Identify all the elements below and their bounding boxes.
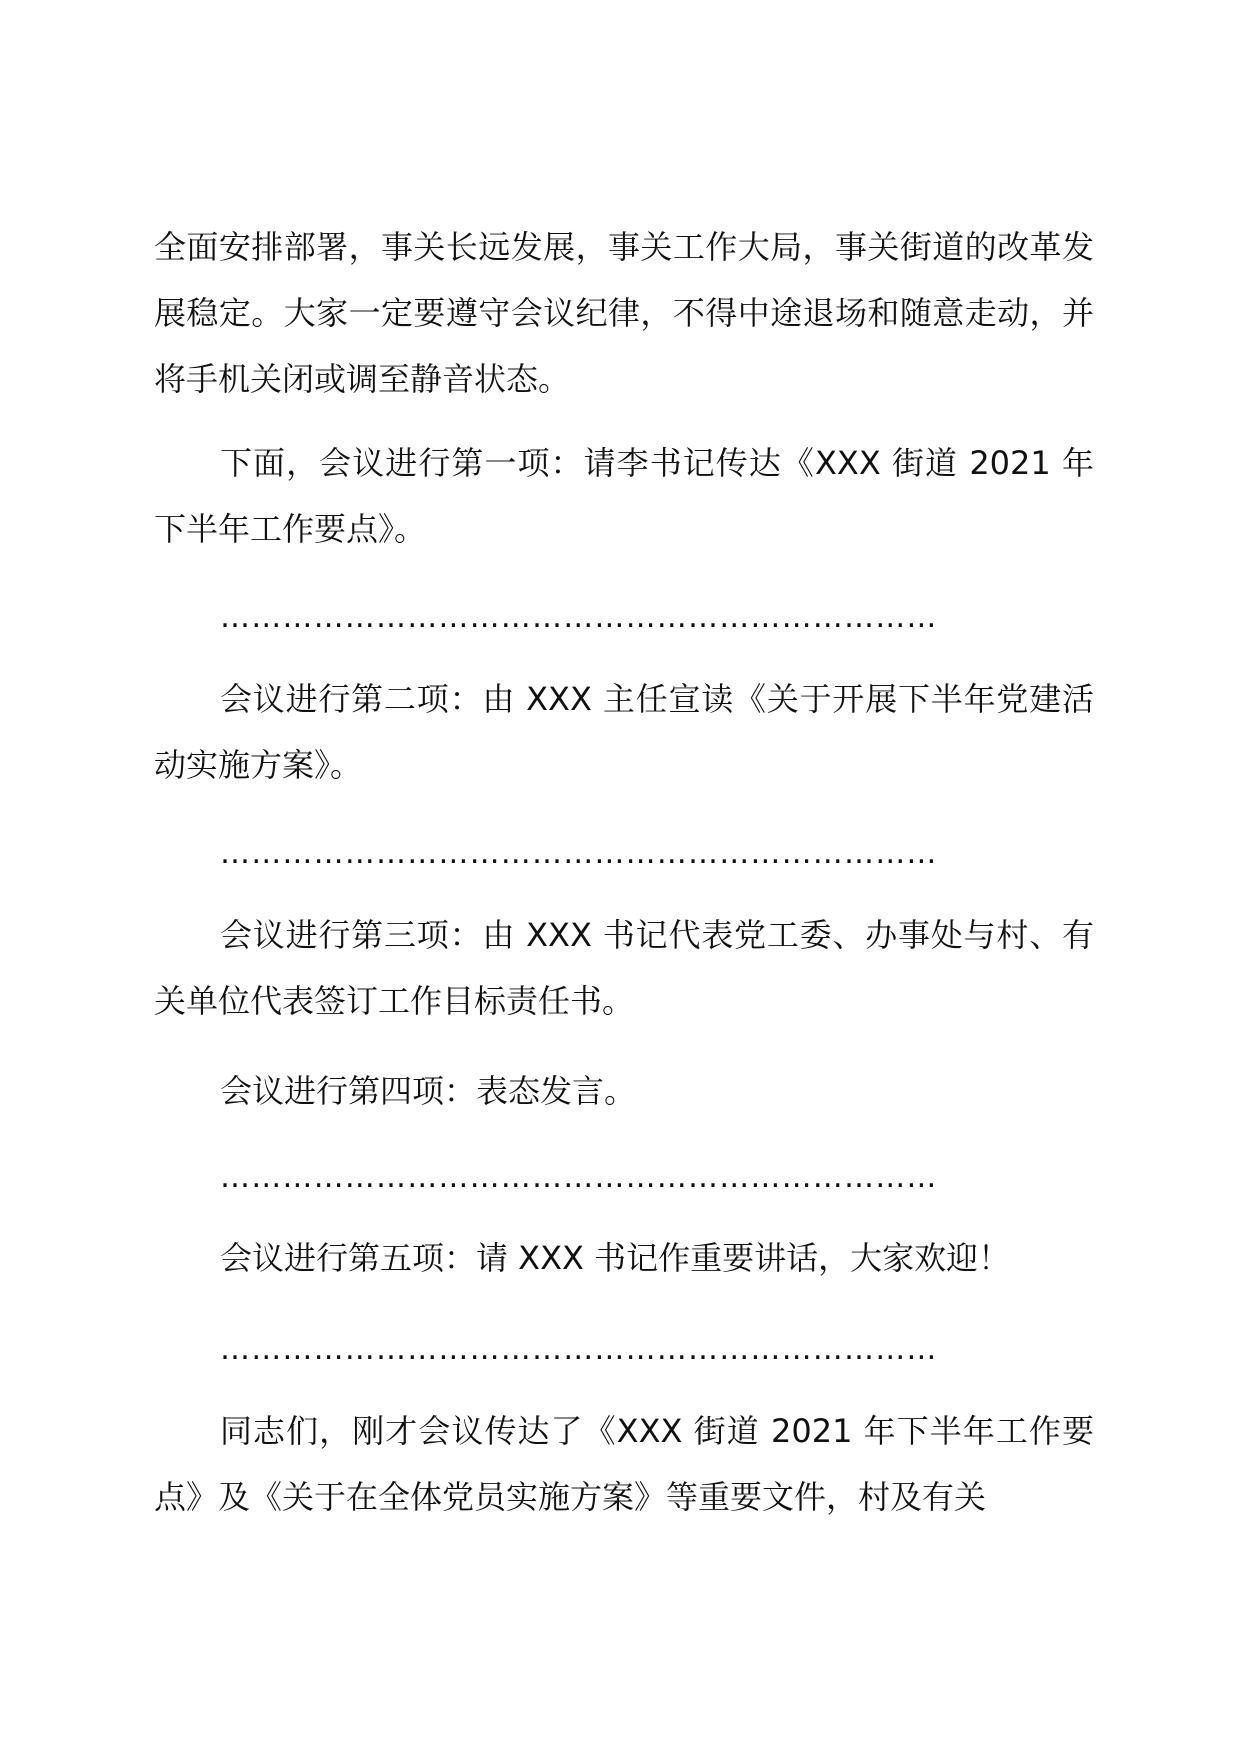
paragraph-item-five: 会议进行第五项：请 XXX 书记作重要讲话，大家欢迎！	[220, 1239, 1011, 1277]
paragraph-closing-remarks: 同志们，刚才会议传达了《XXX 街道 2021 年下半年工作要点》及《关于在全体党员实施方案》等重要文件，村及有关	[154, 1412, 1094, 1516]
ellipsis-separator: ……………………………………………………………	[220, 836, 938, 871]
ellipsis-separator: ……………………………………………………………	[220, 600, 938, 635]
ellipsis-separator: ……………………………………………………………	[220, 1160, 938, 1195]
paragraph-item-two: 会议进行第二项：由 XXX 主任宣读《关于开展下半年党建活动实施方案》。	[154, 680, 1094, 784]
paragraph-item-four: 会议进行第四项：表态发言。	[220, 1072, 637, 1110]
paragraph-item-three: 会议进行第三项：由 XXX 书记代表党工委、办事处与村、有关单位代表签订工作目标责任书。	[154, 916, 1094, 1020]
paragraph-meeting-discipline: 全面安排部署，事关长远发展，事关工作大局，事关街道的改革发展稳定。大家一定要遵守会议纪律，不得中途退场和随意走动，并将手机关闭或调至静音状态。	[154, 228, 1094, 398]
paragraph-item-one: 下面，会议进行第一项：请李书记传达《XXX 街道 2021 年下半年工作要点》。	[154, 444, 1094, 548]
ellipsis-separator: ……………………………………………………………	[220, 1332, 938, 1367]
